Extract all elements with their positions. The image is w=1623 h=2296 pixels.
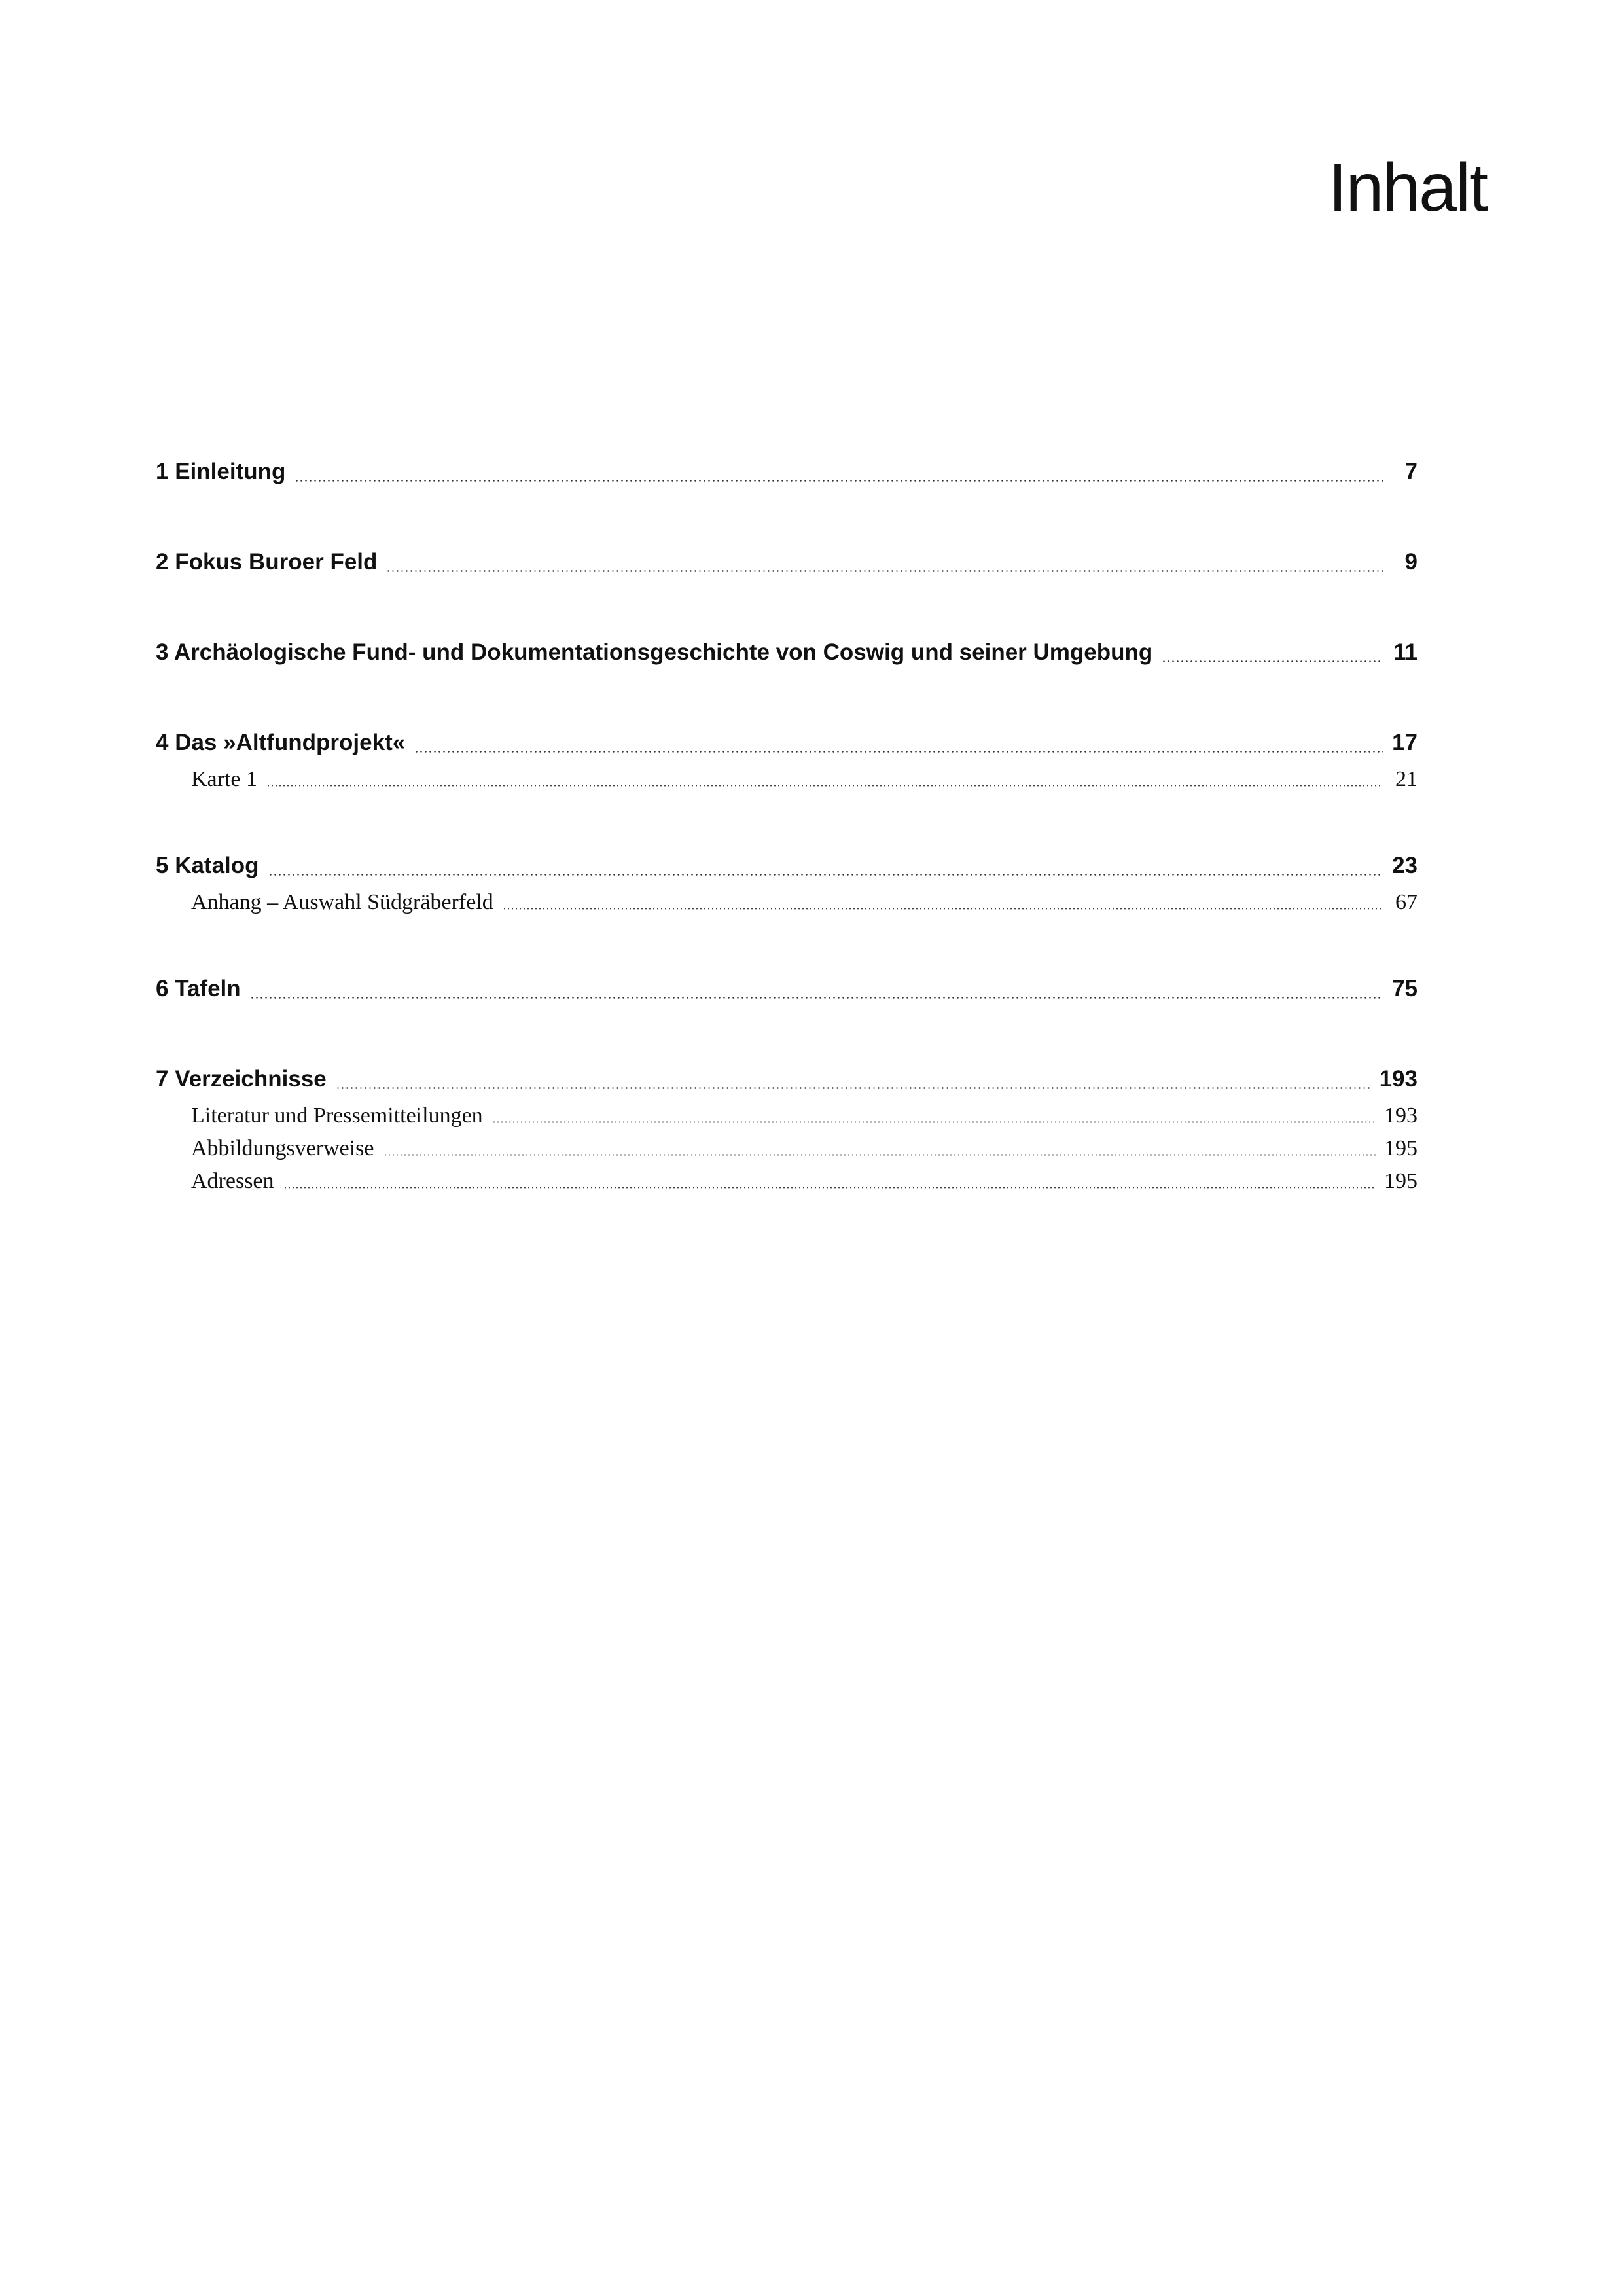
toc-subentry-page: 67: [1395, 890, 1418, 914]
toc-subentry-label: Adressen: [191, 1169, 274, 1193]
dot-leader: [294, 480, 1383, 482]
toc-section-3: [156, 632, 1418, 673]
toc-subentry-label: Abbildungsverweise: [191, 1136, 374, 1160]
dot-leader: [266, 785, 1383, 787]
page-title: Inhalt: [1328, 150, 1487, 226]
toc-section-5: [156, 846, 1418, 919]
dot-leader: [414, 751, 1383, 753]
toc-entry[interactable]: [156, 1059, 1418, 1100]
dot-leader: [503, 908, 1383, 910]
toc-entry-page: 9: [1404, 549, 1418, 575]
dot-leader: [1162, 660, 1383, 662]
toc-entry-page: 23: [1392, 853, 1418, 878]
toc-section-6: [156, 969, 1418, 1009]
toc-subentry[interactable]: [156, 886, 1418, 919]
toc-entry-label: 4 Das »Altfundprojekt«: [156, 730, 406, 755]
toc-entry-page: 193: [1379, 1066, 1418, 1092]
dot-leader: [383, 1154, 1376, 1156]
toc-entry-page: 11: [1393, 639, 1418, 665]
toc-subentry-page: 21: [1395, 767, 1418, 791]
table-of-contents: [156, 452, 1418, 1247]
dot-leader: [386, 570, 1383, 572]
toc-subentry[interactable]: [156, 1132, 1418, 1165]
toc-subentry[interactable]: [156, 1100, 1418, 1132]
toc-entry-label: 1 Einleitung: [156, 459, 286, 484]
toc-entry-label: 2 Fokus Buroer Feld: [156, 549, 378, 575]
toc-entry-label: 3 Archäologische Fund- und Dokumentationsgeschichte von Coswig und seiner Umgebung: [156, 639, 1153, 665]
toc-entry[interactable]: [156, 969, 1418, 1009]
toc-subentry-page: 195: [1384, 1169, 1418, 1193]
toc-section-2: [156, 542, 1418, 583]
dot-leader: [268, 874, 1383, 876]
toc-entry[interactable]: [156, 452, 1418, 492]
toc-entry[interactable]: [156, 542, 1418, 583]
toc-section-1: [156, 452, 1418, 492]
toc-subentry-label: Literatur und Pressemitteilungen: [191, 1103, 483, 1128]
toc-subentry-page: 193: [1384, 1103, 1418, 1128]
toc-subentry[interactable]: [156, 763, 1418, 796]
toc-entry[interactable]: [156, 846, 1418, 886]
dot-leader: [250, 997, 1383, 999]
toc-subentry-label: Karte 1: [191, 767, 258, 791]
toc-entry-label: 7 Verzeichnisse: [156, 1066, 327, 1092]
dot-leader: [336, 1087, 1372, 1089]
toc-entry-page: 17: [1392, 730, 1418, 755]
toc-subentry-label: Anhang – Auswahl Südgräberfeld: [191, 890, 493, 914]
toc-entry-label: 5 Katalog: [156, 853, 259, 878]
toc-entry[interactable]: [156, 632, 1418, 673]
toc-entry-label: 6 Tafeln: [156, 976, 241, 1001]
toc-entry[interactable]: [156, 723, 1418, 763]
toc-section-7: [156, 1059, 1418, 1198]
dot-leader: [492, 1121, 1376, 1123]
dot-leader: [283, 1187, 1376, 1189]
toc-subentry-page: 195: [1384, 1136, 1418, 1160]
toc-section-4: [156, 723, 1418, 796]
toc-entry-page: 75: [1392, 976, 1418, 1001]
toc-subentry[interactable]: [156, 1165, 1418, 1198]
toc-entry-page: 7: [1404, 459, 1418, 484]
